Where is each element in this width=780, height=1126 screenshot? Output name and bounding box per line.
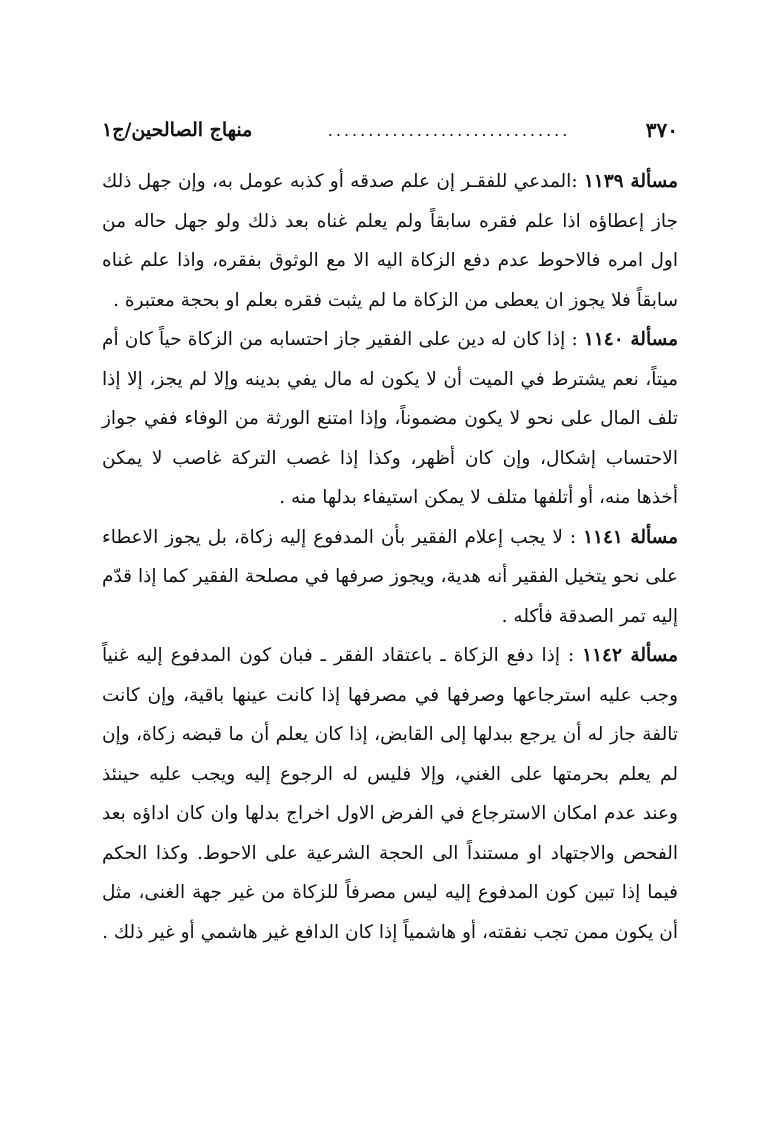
leader-dots: ..............................: [327, 120, 571, 140]
masala-label: مسألة ١١٤٠: [583, 329, 678, 350]
masala-text: : إذا دفع الزكاة ـ باعتقاد الفقر ـ فبان كون المدفوع إليه غنياً وجب عليه استرجاعها وصرفها في مصرفها إذا كانت عينها باقية، وإن كانت تالفة جاز له أن يرجع ببدلها إلى القابض، إذا كان يعلم أن ما قبضه زكاة، وإن لم يعلم بحرمتها على الغني، وإلا فليس له الرجوع إليه ويجب عليه حينئذ وعند عدم امكان الاسترجاع في الفرض الاول اخراج بدلها وان كان اداؤه بعد الفحص والاجتهاد او مستنداً الى الحجة الشرعية على الاحوط. وكذا الحكم فيما إذا تبين كون المدفوع إليه ليس مصرفاً للزكاة من غير جهة الغنى، مثل أن يكون ممن تجب نفقته، أو هاشمياً إذا كان الدافع غير هاشمي أو غير ذلك .: [102, 645, 678, 943]
masala-text: : إذا كان له دين على الفقير جاز احتسابه من الزكاة حياً كان أم ميتاً، نعم يشترط في الميت أن لا يكون له مال يفي بدينه وإلا لم يجز، إلا إذا تلف المال على نحو لا يكون مضموناً، وإذا امتنع الورثة من الوفاء ففي جواز الاحتساب إشكال، وإن كان أظهر، وكذا إذا غصب التركة غاصب لا يمكن أخذها منه، أو أتلفها متلف لا يمكن استيفاء بدلها منه .: [102, 329, 678, 508]
masala-1141: [102, 518, 678, 637]
masala-label: مسألة ١١٤٢: [582, 645, 679, 666]
masala-1139: [102, 162, 678, 320]
masala-1142: [102, 636, 678, 952]
running-header: [102, 110, 678, 150]
page-number: ٣٧٠: [645, 118, 678, 142]
masala-text: :المدعي للفقـر إن علم صدقه أو كذبه عومل به، وإن جهل ذلك جاز إعطاؤه اذا علم فقره سابقاً ولم يعلم غناه بعد ذلك ولو جهل حاله من اول امره فالاحوط عدم دفع الزكاة اليه الا مع الوثوق بفقره، واذا علم غناه سابقاً فلا يجوز ان يعطى من الزكاة ما لم يثبت فقره بعلم او بحجة معتبرة .: [102, 171, 678, 311]
masala-label: مسألة ١١٤١: [583, 526, 679, 548]
page-body: [102, 162, 678, 952]
masala-1140: [102, 320, 678, 518]
masala-text: : لا يجب إعلام الفقير بأن المدفوع إليه زكاة، بل يجوز الاعطاء على نحو يتخيل الفقير أنه هدية، ويجوز صرفها في مصلحة الفقير كما إذا قدّم إليه تمر الصدقة فأكله .: [102, 526, 678, 627]
masala-label: مسألة ١١٣٩: [583, 171, 679, 192]
book-title: منهاج الصالحين/ج١: [102, 119, 253, 141]
